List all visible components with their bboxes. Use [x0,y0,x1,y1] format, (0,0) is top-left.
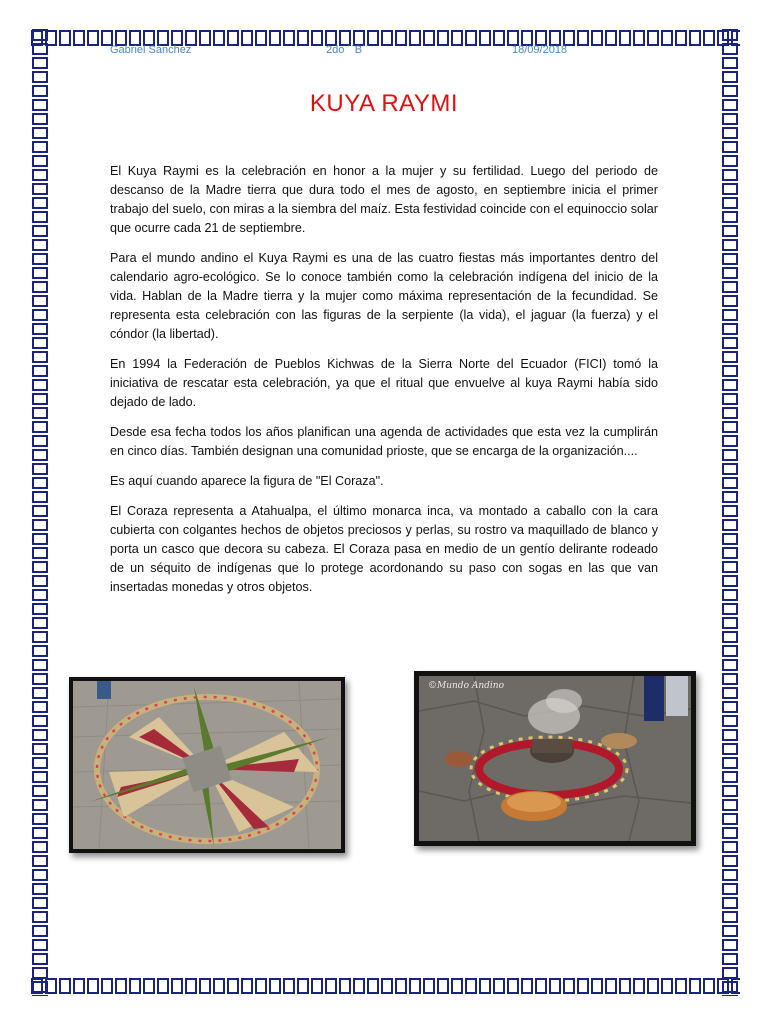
paragraph: Es aquí cuando aparece la figura de "El Coraza". [110,474,384,488]
page-border-left [30,28,50,996]
page-border-right [720,28,740,996]
grade-label: 2do ´´B´´ [326,44,370,56]
paragraph: Desde esa fecha todos los años planifican una agenda de actividades que esta vez la cumplirán en cinco días. También designan una comunidad prioste, que se encarga de la organización.... [110,425,658,458]
photo-signature: ©Mundo Andino [428,681,504,691]
body-text [110,162,658,608]
paragraph: En 1994 la Federación de Pueblos Kichwas de la Sierra Norte del Ecuador (FICI) tomó la iniciativa de rescatar esta celebración, ya que el ritual que envuelve al kuya Raymi había sido dejado de lado. [110,357,658,409]
paragraph: Para el mundo andino el Kuya Raymi es una de las cuatro fiestas más importantes dentro del calendario agro-ecológico. Se lo conoce también como la celebración indígena del inicio de la vida. Hablan de la Madre tierra y la mujer como máxima representación de la fecundidad. Se representa esta celebración con las figuras de la serpiente (la vida), el jaguar (la fuerza) y el cóndor (la libertad). [110,251,658,341]
date-label: 18/09/2018 [512,44,568,56]
photo-offering-ceremony [414,671,696,846]
page-border-bottom [30,976,740,996]
paragraph: El Coraza representa a Atahualpa, el último monarca inca, va montado a caballo con la cara cubierta con colgantes hechos de objetos preciosos y perlas, su rostro va maquillado de blanco y porta un casco que decora su cabeza. El Coraza pasa en medio de un gentío delirante rodeado de un séquito de indígenas que lo protege acordonando su paso con sogas en las que van insertadas monedas y otros objetos. [110,504,658,594]
author-name: Gabriel Sánchez [110,44,192,56]
page-title: KUYA RAYMI [309,90,459,117]
photo-seed-mandala [69,677,345,853]
paragraph: El Kuya Raymi es la celebración en honor a la mujer y su fertilidad. Luego del periodo de descanso de la Madre tierra que dura todo el mes de agosto, en septiembre inicia el primer trabajo del suelo, con miras a la siembra del maíz. Esta festividad coincide con el equinoccio solar que ocurre cada 21 de septiembre. [110,164,658,235]
